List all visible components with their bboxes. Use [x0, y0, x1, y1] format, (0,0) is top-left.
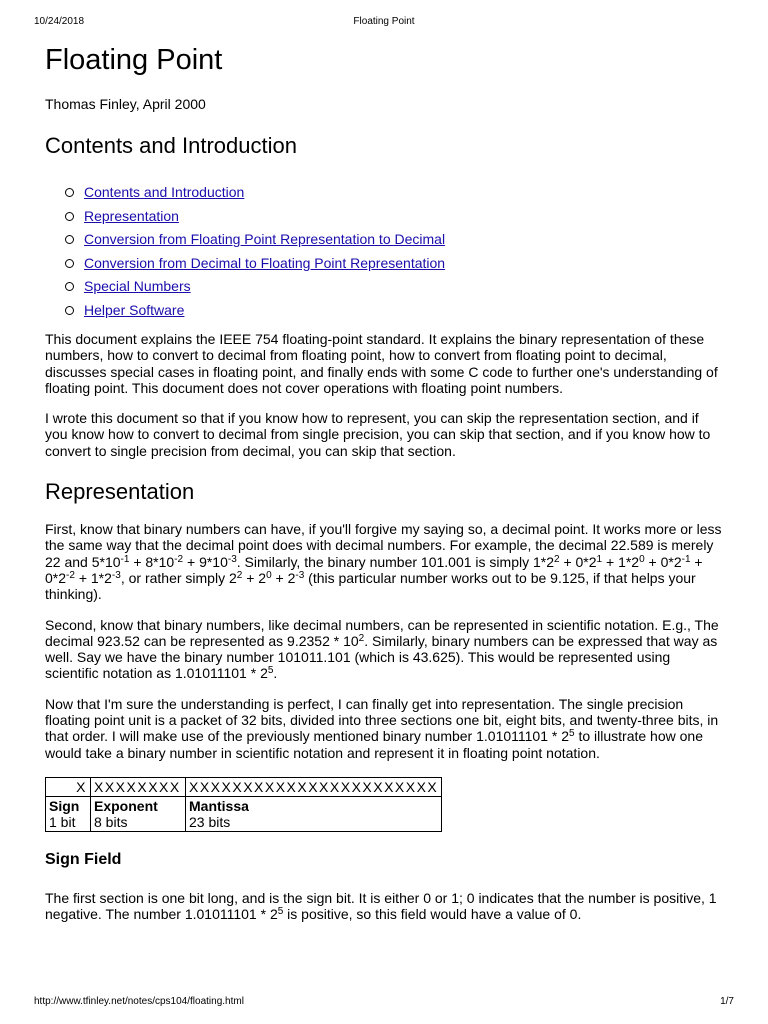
toc-item: [65, 277, 725, 295]
toc-link-decimal-to-fp[interactable]: Conversion from Decimal to Floating Point Representation: [84, 254, 446, 271]
document-content: [45, 40, 725, 923]
table-row: [46, 777, 442, 796]
sign-field-heading: Sign Field: [45, 850, 122, 868]
mantissa-bits-cell: XXXXXXXXXXXXXXXXXXXXXXX: [186, 777, 442, 796]
page-title: Floating Point: [45, 44, 223, 76]
toc-link-fp-to-decimal[interactable]: Conversion from Floating Point Representation to Decimal: [84, 231, 446, 248]
page-number: 1/7: [720, 996, 734, 1007]
print-header: [34, 16, 734, 30]
print-date: 10/24/2018: [34, 16, 85, 27]
representation-paragraph-2: Second, know that binary numbers, like decimal numbers, can be represented in scientific notation. E.g., The decimal 923.52 can be represented as $9.2352 * 10^2$. Similarly, binary numbers can be expressed that way as well. Say we have the binary number 101011.101 (which is 43.625). This would be represented using scientific notation as $1.01011101 * 2^5$.: [45, 616, 719, 682]
toc-item: [65, 301, 725, 319]
contents-heading: Contents and Introduction: [45, 133, 297, 158]
circle-bullet-icon: [65, 259, 74, 268]
sign-cell: Sign 1 bit: [46, 796, 91, 831]
toc-link-helper-software[interactable]: Helper Software: [84, 301, 185, 318]
bit-layout-table: [45, 777, 442, 832]
table-row: [46, 796, 442, 831]
toc-link-contents[interactable]: Contents and Introduction: [84, 184, 245, 200]
toc-link-special-numbers[interactable]: Special Numbers: [84, 278, 191, 295]
intro-paragraph-2: I wrote this document so that if you know how to represent, you can skip the representation section, and if you know how to convert to decimal from single precision, you can skip that section, and if you know how to convert to single precision from decimal, you can skip that section.: [45, 410, 711, 459]
circle-bullet-icon: [65, 282, 74, 291]
table-of-contents: [45, 183, 725, 319]
print-footer: [34, 996, 734, 1010]
print-title: Floating Point: [353, 16, 415, 27]
mantissa-cell: Mantissa 23 bits: [186, 796, 442, 831]
intro-paragraph-1: This document explains the IEEE 754 floating-point standard. It explains the binary representation of these numbers, how to convert to decimal from floating point, how to convert from floating point to decimal, discusses special cases in floating point, and finally ends with some C code to further one's understanding of floating point. This document does not cover operations with floating point numbers.: [45, 330, 718, 396]
representation-heading: Representation: [45, 479, 195, 505]
toc-item: [65, 207, 725, 225]
circle-bullet-icon: [65, 306, 74, 315]
representation-paragraph-1: First, know that binary numbers can have, if you'll forgive my saying so, a decimal point. It works more or less the same way that the decimal point does with decimal numbers. For example, the decimal 22.589 is merely 22 and $5*10^{-1} + 8*10^{-2} + 9*10^{-3}$. Similarly, the binary number 101.001 is simply $1*2^2 + 0*2^1 + 1*2^0 + 0*2^{-1} + 0*2^{-2} + 1*2^{-3}$, or rather simply $2^2 + 2^0 + 2^{-3}$ (this particular number works out to be 9.125, if that helps your thinking).: [45, 521, 722, 603]
toc-item: [65, 183, 725, 201]
circle-bullet-icon: [65, 188, 74, 197]
representation-paragraph-3: Now that I'm sure the understanding is perfect, I can finally get into representation. The single precision floating point unit is a packet of 32 bits, divided into three sections one bit, eight bits, and twenty-three bits, in that order. I will make use of the previously mentioned binary number $1.01011101 * 2^5$ to illustrate how one would take a binary number in scientific notation and represent it in floating point notation.: [45, 695, 719, 761]
toc-item: [65, 230, 725, 248]
circle-bullet-icon: [65, 235, 74, 244]
exponent-cell: Exponent 8 bits: [91, 796, 186, 831]
toc-item: [65, 254, 725, 272]
print-url: http://www.tfinley.net/notes/cps104/floating.html: [34, 996, 244, 1007]
sign-bits-cell: X: [46, 777, 91, 796]
sign-field-paragraph: The first section is one bit long, and is the sign bit. It is either 0 or 1; 0 indicates that the number is positive, 1 negative. The number $1.01011101 * 2^5$ is positive, so this field would have a value of 0.: [45, 889, 717, 923]
toc-link-representation[interactable]: Representation: [84, 207, 179, 224]
author-line: Thomas Finley, April 2000: [45, 96, 206, 112]
circle-bullet-icon: [65, 212, 74, 221]
exponent-bits-cell: XXXXXXXX: [91, 777, 186, 796]
